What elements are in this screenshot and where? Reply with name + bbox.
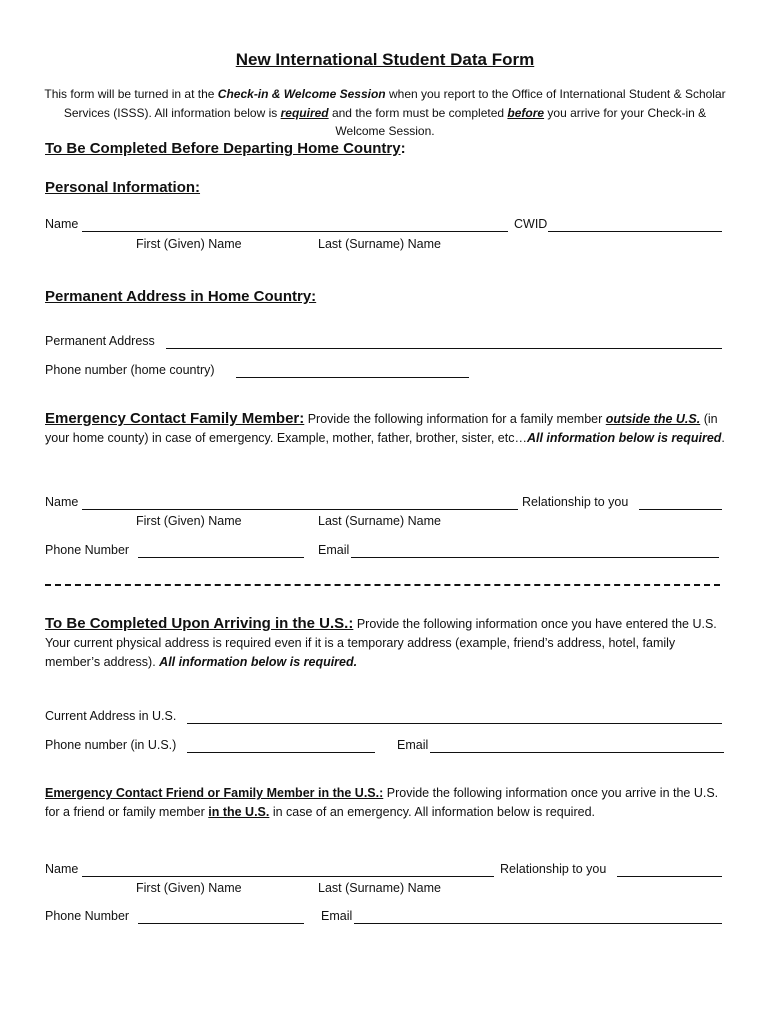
us-phone-field[interactable]	[187, 752, 375, 753]
emergency-us-email-label: Email	[321, 909, 353, 923]
intro-required: required	[280, 105, 329, 120]
permanent-address-heading: Permanent Address in Home Country:	[45, 288, 317, 305]
us-phone-label: Phone number (in U.S.)	[45, 738, 177, 752]
personal-last-name-caption: Last (Surname) Name	[318, 237, 441, 251]
emergency-family-first-caption: First (Given) Name	[136, 514, 242, 528]
home-phone-label: Phone number (home country)	[45, 363, 215, 377]
intro-text-4: you arrive for your Check-in & Welcome Session.	[335, 105, 707, 138]
section-before-heading	[45, 140, 406, 157]
intro-text-1: This form will be turned in at the	[44, 87, 218, 101]
emergency-family-relationship-field[interactable]	[639, 509, 722, 510]
emergency-us-text-1: Provide the following information once you arrive in the U.S. for a friend or family member	[45, 786, 719, 819]
emergency-us-last-caption: Last (Surname) Name	[318, 881, 441, 895]
emergency-family-paragraph	[45, 409, 730, 448]
emergency-family-phone-field[interactable]	[138, 557, 304, 558]
personal-info-heading: Personal Information:	[45, 179, 201, 196]
emergency-family-relationship-label: Relationship to you	[522, 495, 629, 509]
emergency-us-phone-field[interactable]	[138, 923, 304, 924]
emergency-us-name-field[interactable]	[82, 876, 494, 877]
home-phone-field[interactable]	[236, 377, 469, 378]
emergency-family-last-caption: Last (Surname) Name	[318, 514, 441, 528]
arrival-heading: To Be Completed Upon Arriving in the U.S.:	[45, 615, 354, 632]
arrival-paragraph	[45, 614, 730, 672]
emergency-us-email-field[interactable]	[354, 923, 722, 924]
us-email-label: Email	[397, 738, 429, 752]
arrival-note: All information below is required.	[159, 655, 358, 669]
emergency-family-text-2: (in your home county) in case of emergency. Example, mother, father, brother, sister, etc…	[45, 412, 718, 445]
emergency-us-heading: Emergency Contact Friend or Family Member in the U.S.:	[45, 786, 384, 800]
intro-text-2: when you report to the Office of International Student & Scholar Services (ISSS). All information below is	[63, 87, 726, 120]
intro-paragraph	[40, 85, 730, 141]
intro-text-3: and the form must be completed	[328, 105, 508, 120]
emergency-us-in-us: in the U.S.	[208, 805, 270, 819]
emergency-us-phone-label: Phone Number	[45, 909, 130, 923]
emergency-family-phone-label: Phone Number	[45, 543, 130, 557]
permanent-address-field[interactable]	[166, 348, 722, 349]
emergency-family-period: .	[721, 431, 725, 445]
emergency-family-outside: outside the U.S.	[605, 412, 701, 426]
emergency-family-name-field[interactable]	[82, 509, 518, 510]
personal-first-name-caption: First (Given) Name	[136, 237, 242, 251]
emergency-us-text-2: in case of an emergency. All information below is required.	[269, 805, 596, 819]
emergency-family-email-field[interactable]	[351, 557, 719, 558]
intro-before: before	[507, 105, 545, 120]
personal-name-field[interactable]	[82, 231, 508, 232]
permanent-address-label: Permanent Address	[45, 334, 155, 348]
us-address-field[interactable]	[187, 723, 722, 724]
emergency-family-name-label: Name	[45, 495, 79, 509]
emergency-us-first-caption: First (Given) Name	[136, 881, 242, 895]
personal-name-label: Name	[45, 217, 79, 231]
emergency-family-text-1: Provide the following information for a family member	[304, 412, 606, 426]
section-separator	[45, 584, 720, 586]
cwid-field[interactable]	[548, 231, 722, 232]
emergency-us-relationship-label: Relationship to you	[500, 862, 607, 876]
emergency-us-name-label: Name	[45, 862, 79, 876]
emergency-family-note: All information below is required	[526, 431, 722, 445]
arrival-text: Provide the following information once you have entered the U.S. Your current physical address is required even if it is a temporary address (example, friend’s address, hotel, family member’s address).	[45, 617, 717, 669]
emergency-us-paragraph	[45, 784, 730, 822]
cwid-label: CWID	[514, 217, 548, 231]
us-address-label: Current Address in U.S.	[45, 709, 177, 723]
emergency-family-email-label: Email	[318, 543, 350, 557]
intro-checkin: Check-in & Welcome Session	[217, 87, 386, 101]
section-before-heading-text: To Be Completed Before Departing Home Country	[45, 140, 401, 157]
us-email-field[interactable]	[430, 752, 724, 753]
form-title: New International Student Data Form	[235, 50, 535, 69]
emergency-us-relationship-field[interactable]	[617, 876, 722, 877]
section-before-heading-colon: :	[400, 140, 406, 157]
emergency-family-heading: Emergency Contact Family Member:	[45, 410, 305, 427]
